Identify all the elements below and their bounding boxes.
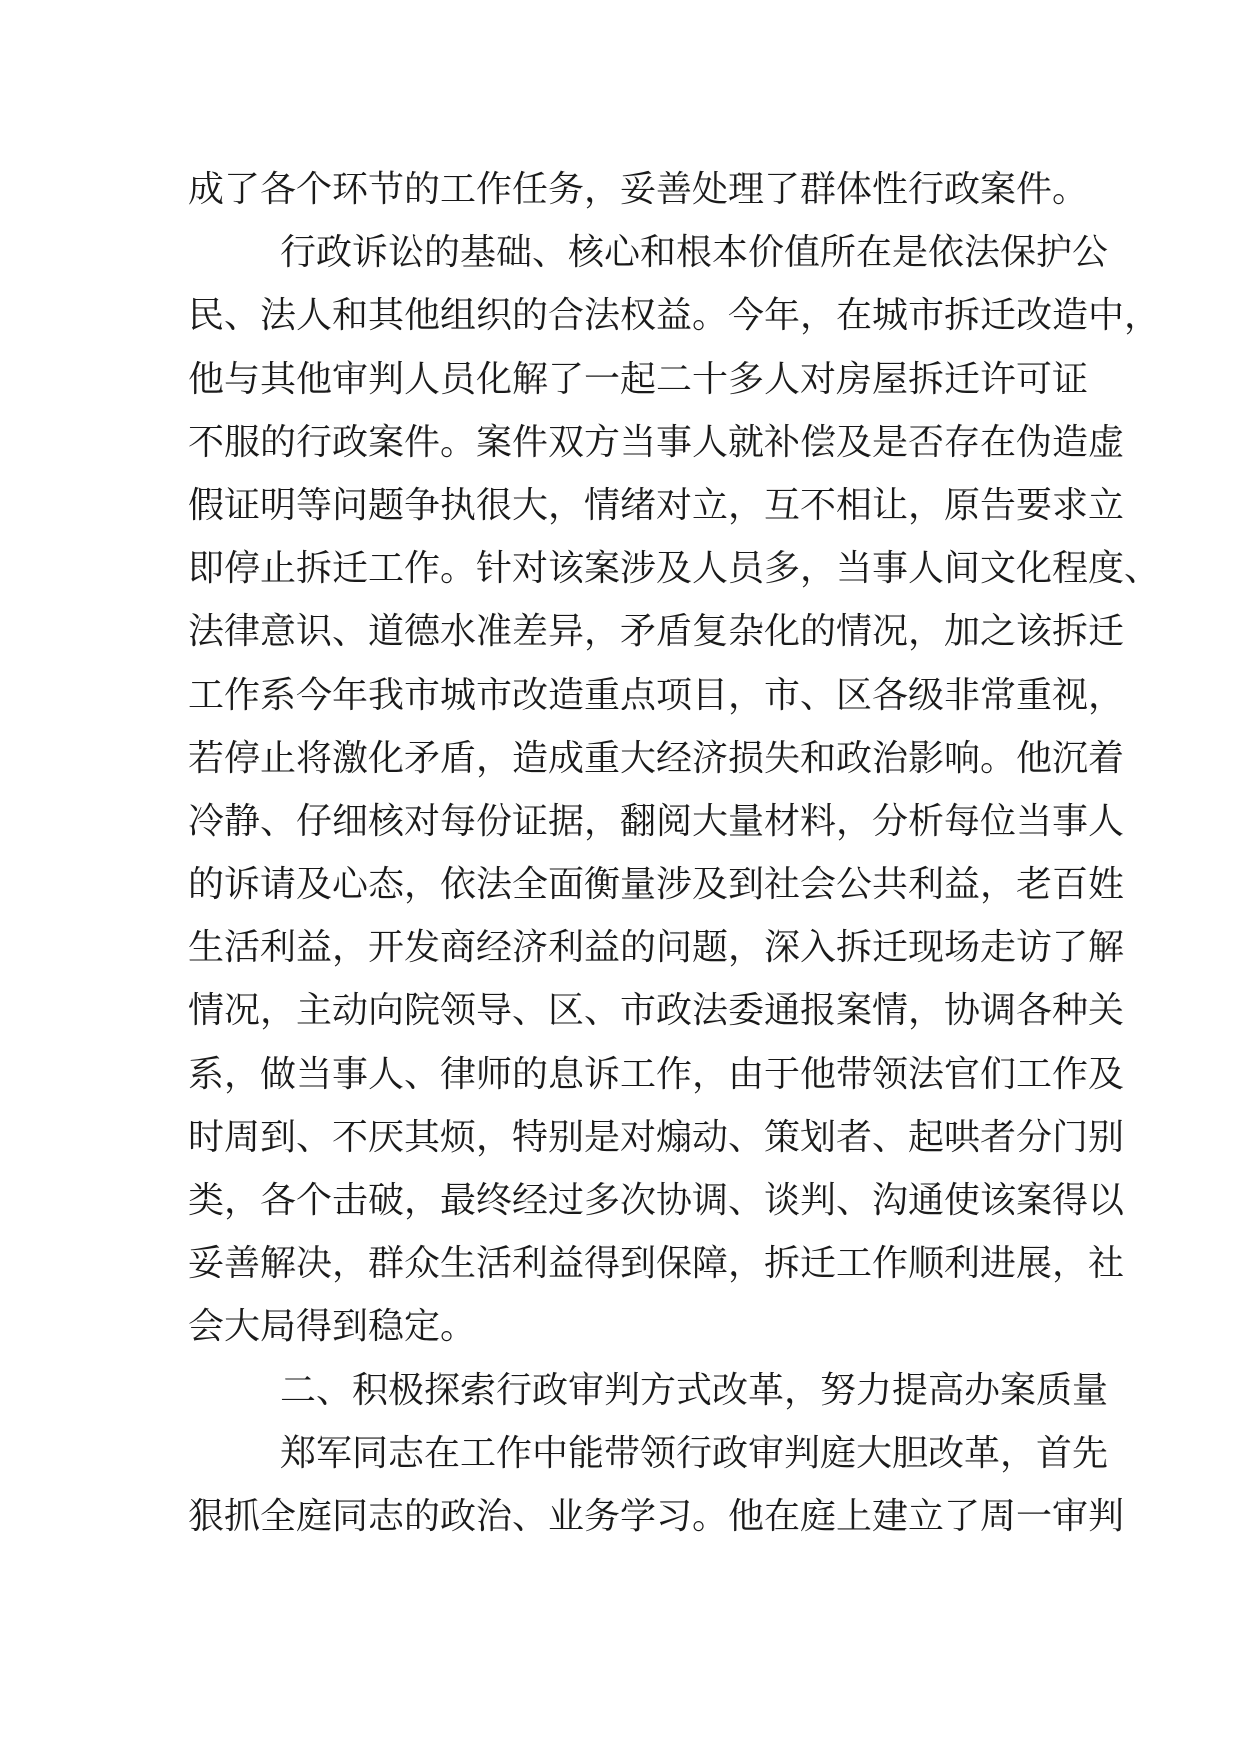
paragraph-first-line: 行政诉讼的基础、核心和根本价值所在是依法保护公 [280, 232, 1109, 274]
text-line: 时周到、不厌其烦，特别是对煽动、策划者、起哄者分门别 [188, 1116, 1125, 1158]
text-line: 若停止将激化矛盾，造成重大经济损失和政治影响。他沉着 [188, 737, 1125, 779]
text-line: 系，做当事人、律师的息诉工作，由于他带领法官们工作及 [188, 1053, 1125, 1095]
text-line: 情况，主动向院领导、区、市政法委通报案情，协调各种关 [188, 990, 1125, 1032]
text-line: 民、法人和其他组织的合法权益。今年，在城市拆迁改造中， [188, 295, 1161, 337]
text-line: 冷静、仔细核对每份证据，翻阅大量材料，分析每位当事人 [188, 800, 1125, 842]
text-line: 的诉请及心态，依法全面衡量涉及到社会公共利益，老百姓 [188, 864, 1125, 906]
text-line: 法律意识、道德水准差异，矛盾复杂化的情况，加之该拆迁 [188, 611, 1125, 653]
paragraph-first-line: 郑军同志在工作中能带领行政审判庭大胆改革，首先 [280, 1432, 1109, 1474]
text-line: 狠抓全庭同志的政治、业务学习。他在庭上建立了周一审判 [188, 1495, 1125, 1537]
text-line: 即停止拆迁工作。针对该案涉及人员多，当事人间文化程度、 [188, 548, 1161, 590]
text-line: 不服的行政案件。案件双方当事人就补偿及是否存在伪造虚 [188, 421, 1125, 463]
text-line: 会大局得到稳定。 [188, 1306, 477, 1348]
text-line: 类，各个击破，最终经过多次协调、谈判、沟通使该案得以 [188, 1180, 1125, 1221]
text-line: 生活利益，开发商经济利益的问题，深入拆迁现场走访了解 [188, 927, 1125, 969]
body-text [188, 158, 1161, 1548]
text-line: 妥善解决，群众生活利益得到保障，拆迁工作顺利进展，社 [188, 1243, 1125, 1285]
text-line: 工作系今年我市城市改造重点项目，市、区各级非常重视， [188, 674, 1125, 716]
text-line: 他与其他审判人员化解了一起二十多人对房屋拆迁许可证 [188, 358, 1089, 400]
text-line: 假证明等问题争执很大，情绪对立，互不相让，原告要求立 [188, 484, 1125, 526]
section-heading: 二、积极探索行政审判方式改革，努力提高办案质量 [280, 1369, 1109, 1411]
text-line: 成了各个环节的工作任务，妥善处理了群体性行政案件。 [188, 169, 1089, 210]
